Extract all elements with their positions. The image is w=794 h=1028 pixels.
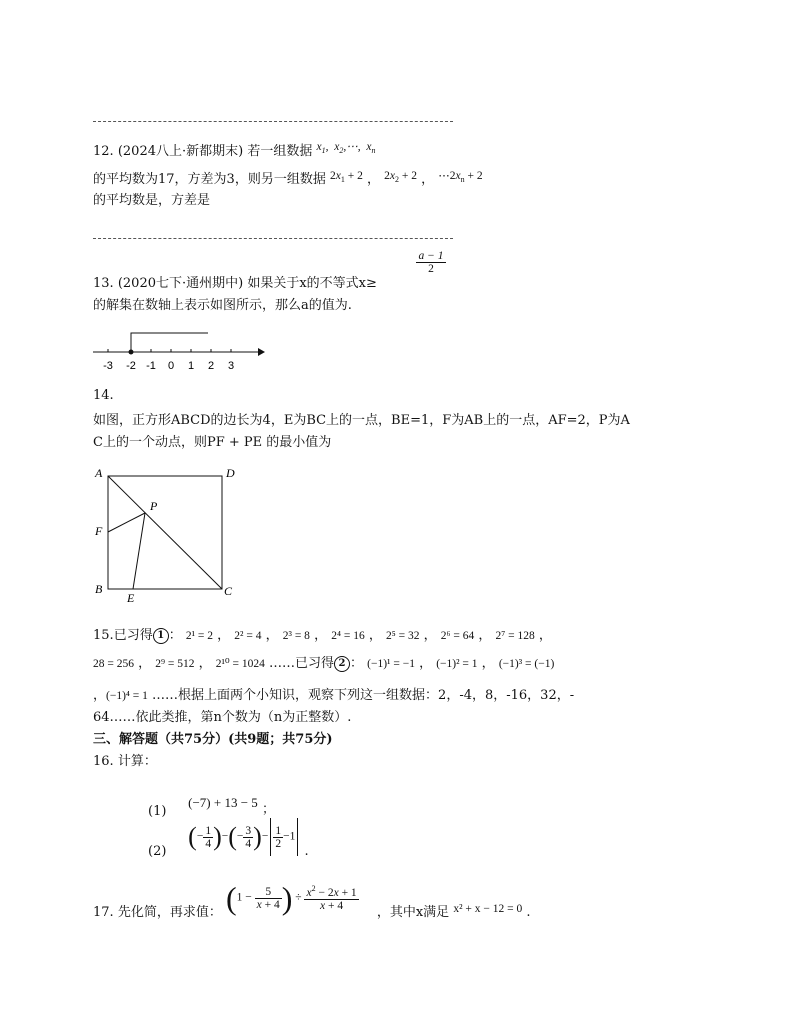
q17-lead: 先化简，再求值： <box>117 904 222 920</box>
q12-expr2: $2x_2 + 2$ <box>384 170 417 184</box>
q14-number: 14. <box>93 388 114 403</box>
segment-PE <box>133 513 145 589</box>
q15-item-11: (−1)² = 1 <box>436 658 478 670</box>
q13-number: 13. <box>93 276 114 291</box>
q17-expr: (1 − $\frac{5}{x + 4}$ ) ÷ $\frac{x^2 - 2x + 1}{x + 4}$ <box>225 880 357 916</box>
q15-lead: 已习得 <box>113 628 153 643</box>
q13-line2: 的解集在数轴上表示如图所示，那么a的值为. <box>93 298 352 313</box>
label-A: A <box>95 466 103 480</box>
q15-item-4: 2⁵ = 32 <box>385 630 420 642</box>
solution-bracket <box>131 333 208 352</box>
q12-lead: 若一组数据 <box>247 144 313 159</box>
circled-2: 2 <box>334 656 350 672</box>
q14-line1: 如图，正方形ABCD的边长为4，E为BC上的一点，BE=1，F为AB上的一点，AF=2，P为A <box>93 413 630 428</box>
solution-endpoint <box>129 350 134 355</box>
tick-label: 2 <box>207 360 215 372</box>
q16-number: 16. <box>93 754 114 769</box>
q13-number-line <box>90 325 270 375</box>
q15-item-10: (−1)¹ = −1 <box>367 658 415 670</box>
axis-arrow <box>258 348 265 356</box>
q14-line2: C上的一个动点，则PF + PE 的最小值为 <box>93 435 332 450</box>
tick-label: 3 <box>227 360 235 372</box>
separator-1 <box>93 121 453 122</box>
q15-mid: ……已习得 <box>268 656 334 671</box>
tick-label: -1 <box>146 360 156 372</box>
q16-lead: 计算： <box>117 754 157 769</box>
label-P: P <box>150 499 158 513</box>
q16-p1-end: ； <box>261 802 275 817</box>
q16-p1-label: (1) <box>148 804 167 819</box>
tick-label: -3 <box>103 360 113 372</box>
q16-line1 <box>93 750 157 769</box>
label-B: B <box>95 582 103 596</box>
label-E: E <box>127 591 135 602</box>
q16-p2-label: (2) <box>148 843 167 859</box>
tick-label: -2 <box>126 360 136 372</box>
q17-number: 17. <box>93 904 114 920</box>
q15-item-6: 2⁷ = 128 <box>495 630 535 642</box>
q15-line3-text: ……根据上面两个小知识，观察下列这一组数据：2，-4，8，-16，32，- <box>152 688 575 703</box>
q15-item-3: 2⁴ = 16 <box>331 630 365 642</box>
q15-item-5: 2⁶ = 64 <box>440 630 475 642</box>
q12-expr1: $2x_1 + 2$ <box>329 170 363 184</box>
q15-item-0: 2¹ = 2 <box>185 630 214 642</box>
q12-expr3: $\cdots 2x_n + 2$ <box>438 170 483 184</box>
q15-line2: 28 = 256 ， 2⁹ = 512 ， 2¹⁰ = 1024 ……已习得 2 ： (−1)¹ = −1 ， (−1)² = 1 ， (−1)³ = (−1) <box>93 656 555 671</box>
q12-source: (2024八上·新都期末) <box>117 144 244 159</box>
q17-line <box>93 880 531 920</box>
q13-line1 <box>93 272 377 291</box>
label-C: C <box>224 584 233 598</box>
segment-PF <box>108 513 145 532</box>
q15-number: 15. <box>93 628 114 643</box>
q16-part2 <box>148 818 309 859</box>
tick-label: 0 <box>167 360 175 372</box>
q15-item-13: (−1)⁴ = 1 <box>106 690 148 702</box>
q15-item-7: 28 = 256 <box>93 658 134 670</box>
q13-source: (2020七下·通州期中) <box>117 276 244 291</box>
q12-line2: 的平均数为17，方差为3，则另一组数据 $2x_1 + 2$ ， $2x_2 + 2$ ， $\cdots 2x_n + 2$ <box>93 170 483 187</box>
q15-item-12: (−1)³ = (−1) <box>498 658 555 670</box>
q16-p2-expr: (− $\frac{1}{4}$ )−(− $\frac{3}{4}$ )− $\frac{1}{2}$ −1 <box>188 818 300 856</box>
q16-part1 <box>148 792 275 819</box>
q15-line4: 64……依此类推，第n个数为（n为正整数）. <box>93 710 352 725</box>
q14-figure <box>90 462 250 602</box>
q12-line1 <box>93 140 375 160</box>
q17-end: . <box>526 904 531 920</box>
diagonal-AC <box>108 476 222 589</box>
q12-dataset: $x_1$, $x_2,\cdots$, $x_n$ <box>316 141 376 155</box>
q16-p1-expr: (−7) + 13 − 5 <box>188 795 258 810</box>
q15-line1: 15.已习得 1 ： 2¹ = 2 ， 2² = 4 ， 2³ = 8 ， 2⁴ = 16 ， 2⁵ = 32 ， 2⁶ = 64 ， 2⁷ = 128 ， <box>93 628 552 643</box>
q13-fraction: $\frac{a - 1}{2}$ <box>416 250 446 275</box>
q13-lead: 如果关于x的不等式x≥ <box>247 276 377 291</box>
q12-line3: 的平均数是，方差是 <box>93 193 211 208</box>
q15-item-1: 2² = 4 <box>234 630 262 642</box>
q12-number: 12. <box>93 144 114 159</box>
q15-item-9: 2¹⁰ = 1024 <box>215 658 265 670</box>
q15-item-2: 2³ = 8 <box>282 630 310 642</box>
label-F: F <box>95 524 103 538</box>
section3-title: 三、解答题（共75分）(共9题；共75分) <box>93 732 333 747</box>
q15-line3: ，(−1)⁴ = 1 ……根据上面两个小知识，观察下列这一组数据：2，-4，8，-16，32，- <box>93 688 575 703</box>
tick-label: 1 <box>187 360 195 372</box>
circled-1: 1 <box>153 628 169 644</box>
q17-mid: ，其中x满足 <box>376 904 450 920</box>
label-D: D <box>226 466 235 480</box>
q16-p2-end: . <box>304 843 309 859</box>
q17-condition: x² + x − 12 = 0 <box>453 902 523 915</box>
q15-item-8: 2⁹ = 512 <box>155 658 195 670</box>
separator-2 <box>93 238 453 239</box>
q12-line2-text: 的平均数为17，方差为3，则另一组数据 <box>93 172 326 187</box>
